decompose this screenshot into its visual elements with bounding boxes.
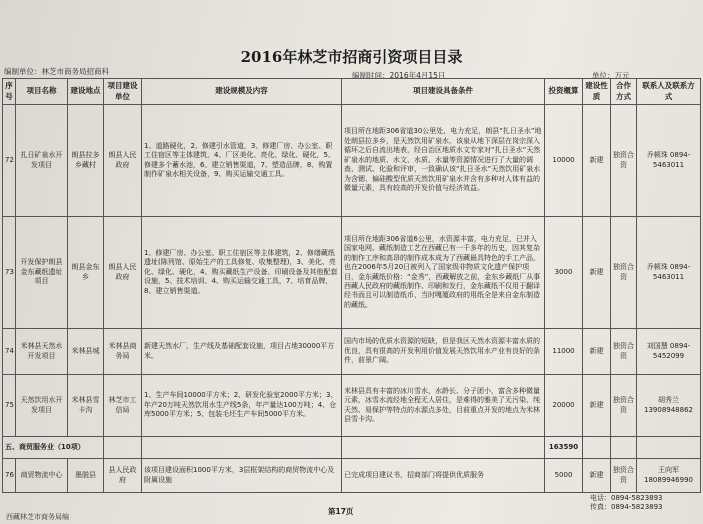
footer-phone: 电话：0894-5823893 [590, 494, 663, 502]
project-name: 商贸物流中心 [16, 459, 68, 493]
project-scale: 1、修建厂房、办公室、职工住宿区等主体建筑，2、修缮藏纸遗址(陈列馆、原始生产的工具修复、收集整理)，3、美化、亮化、绿化、硬化，4、购买藏纸生产设备、印刷设备及其他配套设施，5、技术培训、4、购买运输交通工具，7、培育品牌，8、建立销售渠道。 [142, 217, 342, 329]
row-number: 74 [3, 329, 16, 375]
header-cell: 建设性质 [583, 79, 611, 105]
project-nature: 新建 [583, 329, 611, 375]
currency-unit: 单位：万元 [592, 71, 630, 80]
project-cooperation: 独资合资 [611, 217, 637, 329]
subtotal-amount: 163590 [545, 437, 583, 459]
project-investment: 10000 [545, 105, 583, 217]
project-scale: 1、道路硬化，2、修建引水管道，3、修建厂房、办公室、职工住宿区等主体建筑，4、厂区美化、亮化、绿化、硬化，5、修建多个蓄水池，6、建立销售渠道，7、塑造品牌，8、购置制作矿泉水相关设备，9、购买运输交通工具。 [142, 105, 342, 217]
compile-time: 编制时间：2016年4月15日 [352, 71, 446, 80]
project-conditions: 项目所在地距306省道6公里，水资源丰富，电力充足，已并入国家电网。藏纸制造工艺在西藏已有一千多年的历史，因其复杂的制作工序和高昂的制作成本成为了西藏最具特色的手工产品，也在2006年5月20日被列入了国家级非物质文化遗产保护项目，金东藏纸价格：“金秀”，西藏解放之前，金东乡藏纸厂从事西藏人民政府的藏纸制作、印刷和发行，金东藏纸不仅用于翻译经书而且可以制造纸币，当时嘎厦政府的用纸全是来自金东制造的藏纸。 [342, 217, 545, 329]
project-scale: 1、生产车间10000平方米；2、研发化验室2000平方米；3、年产20万吨天然饮用水生产线5条，年产量达100万吨；4、仓库5000平方米；5、包装毛坯生产车间5000平方米。 [142, 375, 342, 437]
project-contact: 乔顿珠 0894-5463011 [637, 105, 701, 217]
footer-publisher: 西藏林芝市商务局编 [6, 513, 69, 521]
project-conditions: 已完成项目建议书，招商部门将提供优质服务 [342, 459, 545, 493]
project-investment: 11000 [545, 329, 583, 375]
page-number: 第17页 [328, 507, 354, 516]
subtotal-label: 五、商贸服务业（10项） [3, 437, 104, 459]
footer-contact [590, 494, 663, 512]
header-cell: 序号 [3, 79, 16, 105]
project-conditions: 项目所在地距306省道30公里处，电力充足，朗县“扎日圣水”地处朗县拉多乡，是天然饮用矿泉水，该泉从地下深层在岗宗深入循环之后自流出地表，经自治区地质水文专家对“扎日圣水”天然矿泉水的地质、水文、水质、水量等资源情况进行了大量的调查、测试、化验和评审，一致确认该“扎日圣水”天然饮用矿泉水为含锶、偏硅酸型优质天然饮用矿泉水并含有多种对人体有益的微量元素，具有较高的开发价值与经济效益。 [342, 105, 545, 217]
table-row [3, 329, 701, 375]
project-owner: 县人民政府 [104, 459, 142, 493]
project-location: 米林县城 [68, 329, 104, 375]
project-scale: 新建天然水厂，生产线及基础配套设施，项目占地30000平方米。 [142, 329, 342, 375]
table-row [3, 459, 701, 493]
header-cell: 项目名称 [16, 79, 68, 105]
subtotal-row [3, 437, 701, 459]
project-location: 朗县金东乡 [68, 217, 104, 329]
project-cooperation: 独资合资 [611, 105, 637, 217]
table-row [3, 105, 701, 217]
footer-fax: 传真：0894-5823893 [590, 502, 663, 511]
project-contact: 乔顿珠 0894-5463011 [637, 217, 701, 329]
project-location: 墨脱县 [68, 459, 104, 493]
document-title: 2016年林芝市招商引资项目目录 [240, 48, 463, 66]
project-investment: 3000 [545, 217, 583, 329]
project-name: 扎日矿泉水开发项目 [16, 105, 68, 217]
header-cell: 项目建设具备条件 [342, 79, 545, 105]
project-cooperation: 独资合资 [611, 329, 637, 375]
project-name: 开发保护朗县金东藏纸遗址项目 [16, 217, 68, 329]
row-number: 73 [3, 217, 16, 329]
table-row [3, 375, 701, 437]
project-conditions: 米林县具有丰富的冰川雪水，水龄长、分子团小，富含多种微量元素，冰雪水流经地全程无人居住，是难得的雅美了无污染、纯天然、易保护等特点的水源点多处，目前重点开发的地点为米林县雪卡沟。 [342, 375, 545, 437]
header-cell: 项目建设单位 [104, 79, 142, 105]
project-nature: 新建 [583, 375, 611, 437]
row-number: 76 [3, 459, 16, 493]
project-nature: 新建 [583, 105, 611, 217]
row-number: 72 [3, 105, 16, 217]
project-name: 米林县天然水开发项目 [16, 329, 68, 375]
project-owner: 林芝市工信局 [104, 375, 142, 437]
project-investment: 5000 [545, 459, 583, 493]
header-cell: 联系人及联系方式 [637, 79, 701, 105]
project-nature: 新建 [583, 217, 611, 329]
project-owner: 朗县人民政府 [104, 105, 142, 217]
project-contact: 刘国慧 0894-5452099 [637, 329, 701, 375]
compile-unit: 编制单位：林芝市商务局招商科 [4, 67, 109, 76]
project-owner: 米林县商务局 [104, 329, 142, 375]
project-scale: 该项目建设面积1000平方米，3层框架结构的商贸物流中心及附属设施 [142, 459, 342, 493]
table-header-row [3, 79, 701, 105]
header-cell: 投资概算 [545, 79, 583, 105]
project-owner: 朗县人民政府 [104, 217, 142, 329]
table-row [3, 217, 701, 329]
header-cell: 合作方式 [611, 79, 637, 105]
project-cooperation: 独资合资 [611, 375, 637, 437]
project-cooperation: 独资合资 [611, 459, 637, 493]
project-nature: 新建 [583, 459, 611, 493]
row-number: 75 [3, 375, 16, 437]
header-cell: 建设地点 [68, 79, 104, 105]
project-contact: 王向军 18089946990 [637, 459, 701, 493]
project-contact: 胡秀兰 13908948862 [637, 375, 701, 437]
project-location: 米林县雪卡沟 [68, 375, 104, 437]
project-name: 天然饮用水开发项目 [16, 375, 68, 437]
project-table [2, 78, 701, 493]
project-location: 朗县拉多乡藏村 [68, 105, 104, 217]
project-conditions: 国内市场的优质水资源的短缺，但是我区天然水资源丰富水质的优良，具有很高的开发利用价值发展天然饮用水产业有良好的条件，前景广阔。 [342, 329, 545, 375]
header-cell: 建设规模及内容 [142, 79, 342, 105]
project-investment: 20000 [545, 375, 583, 437]
